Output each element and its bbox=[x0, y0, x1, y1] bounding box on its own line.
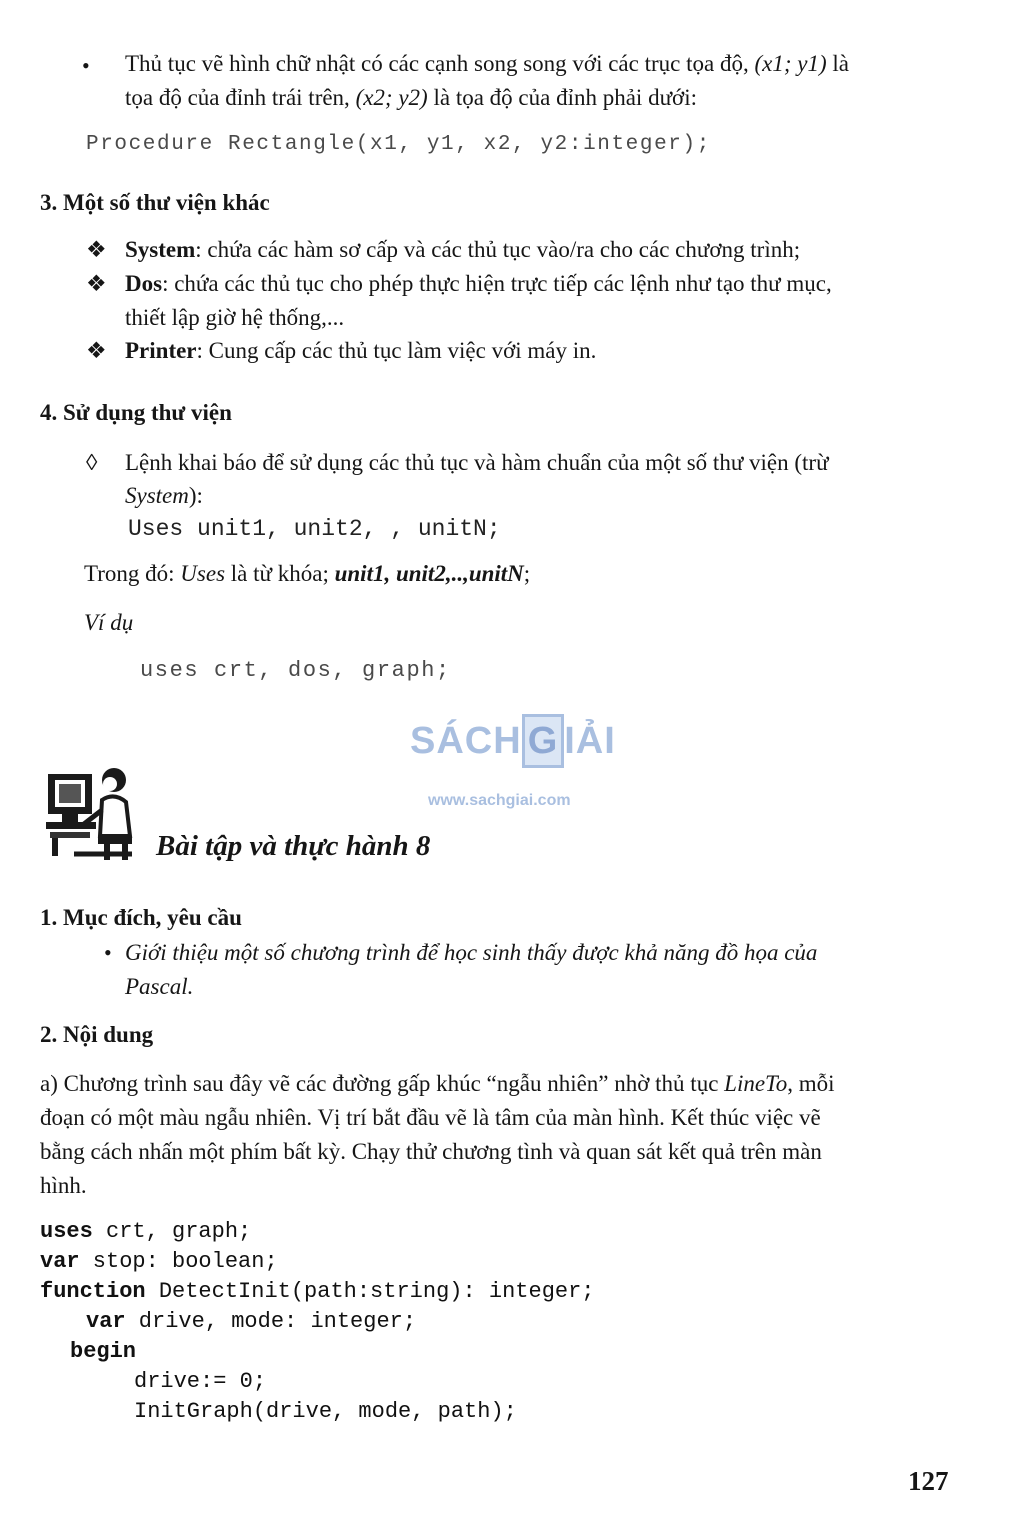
watermark-text: IẢI bbox=[564, 720, 616, 762]
text-run: Trong đó: bbox=[84, 561, 181, 586]
library-dos bbox=[125, 267, 832, 300]
library-name: System bbox=[125, 237, 196, 262]
purpose-line2: Pascal. bbox=[125, 974, 194, 999]
section3-heading: 3. Một số thư viện khác bbox=[40, 190, 270, 215]
purpose-line1: Giới thiệu một số chương trình để học sinh thấy được khả năng đồ họa của bbox=[125, 940, 818, 965]
uses-where-line bbox=[84, 557, 530, 590]
content-para-line2: đoạn có một màu ngẫu nhiên. Vị trí bắt đầu vẽ là tâm của màn hình. Kết thúc việc vẽ bbox=[40, 1105, 821, 1130]
content-para-line4: hình. bbox=[40, 1173, 87, 1198]
uses-desc-line2 bbox=[125, 479, 203, 512]
diamond-bullet: ❖ bbox=[86, 271, 107, 296]
text-run: a) Chương trình sau đây vẽ các đường gấp khúc “ngẫu nhiên” nhờ thủ tục bbox=[40, 1071, 725, 1096]
rectangle-procedure-code: Procedure Rectangle(x1, y1, x2, y2:integer); bbox=[86, 133, 711, 156]
code-line bbox=[40, 1277, 595, 1307]
example-label: Ví dụ bbox=[84, 610, 134, 635]
library-desc: : chứa các hàm sơ cấp và các thủ tục vào/ra cho các chương trình; bbox=[195, 237, 801, 262]
code-text: crt, graph; bbox=[92, 1219, 252, 1244]
code-keyword: var bbox=[86, 1309, 126, 1334]
library-name: Dos bbox=[125, 271, 163, 296]
code-line bbox=[40, 1247, 278, 1277]
code-text: stop: boolean; bbox=[79, 1249, 278, 1274]
code-line bbox=[134, 1367, 266, 1397]
code-keyword: var bbox=[40, 1249, 80, 1274]
library-printer bbox=[125, 334, 596, 367]
lozenge-bullet: ◊ bbox=[86, 450, 98, 475]
text-run: là bbox=[826, 51, 849, 76]
bullet-dot: • bbox=[104, 940, 112, 965]
text-run: Uses bbox=[180, 561, 226, 586]
library-desc: : chứa các thủ tục cho phép thực hiện trực tiếp các lệnh như tạo thư mục, bbox=[162, 271, 832, 296]
purpose-heading: 1. Mục đích, yêu cầu bbox=[40, 905, 242, 930]
page-number: 127 bbox=[908, 1466, 949, 1496]
library-system bbox=[125, 233, 800, 266]
code-line bbox=[70, 1337, 136, 1367]
computer-student-icon bbox=[44, 766, 136, 862]
code-line bbox=[134, 1397, 517, 1427]
example-code: uses crt, dos, graph; bbox=[140, 658, 451, 683]
content-para-line1 bbox=[40, 1067, 835, 1100]
rectangle-desc-line2 bbox=[125, 81, 697, 114]
library-dos-cont: thiết lập giờ hệ thống,... bbox=[125, 305, 345, 330]
text-run: , mỗi bbox=[787, 1071, 835, 1096]
code-keyword: uses bbox=[40, 1219, 93, 1244]
coord-run: (x2; y2) bbox=[355, 85, 428, 110]
text-run: unit1, unit2,..,unitN bbox=[334, 561, 524, 586]
text-run: LineTo bbox=[724, 1071, 788, 1096]
text-run: tọa độ của đỉnh trái trên, bbox=[125, 85, 356, 110]
coord-run: (x1; y1) bbox=[754, 51, 827, 76]
code-line bbox=[86, 1307, 416, 1337]
code-line bbox=[40, 1217, 251, 1247]
content-heading: 2. Nội dung bbox=[40, 1022, 154, 1047]
content-para-line3: bằng cách nhấn một phím bất kỳ. Chạy thử chương tình và quan sát kết quả trên màn bbox=[40, 1139, 822, 1164]
text-run: là tọa độ của đỉnh phải dưới: bbox=[427, 85, 697, 110]
text-run: là từ khóa; bbox=[225, 561, 335, 586]
library-name: Printer bbox=[125, 338, 197, 363]
code-keyword: begin bbox=[70, 1339, 137, 1364]
text-run: ; bbox=[523, 561, 531, 586]
text-run: Thủ tục vẽ hình chữ nhật có các cạnh song song với các trục tọa độ, bbox=[125, 51, 755, 76]
exercise-title: Bài tập và thực hành 8 bbox=[156, 830, 431, 862]
watermark-logo bbox=[410, 714, 616, 768]
watermark-url: www.sachgiai.com bbox=[428, 792, 571, 809]
section4-heading: 4. Sử dụng thư viện bbox=[40, 400, 232, 425]
code-text: drive:= 0; bbox=[134, 1369, 267, 1394]
text-run: ): bbox=[188, 483, 203, 508]
watermark-text: SÁCH bbox=[410, 720, 522, 762]
code-text: drive, mode: integer; bbox=[125, 1309, 417, 1334]
uses-desc-line1: Lệnh khai báo để sử dụng các thủ tục và hàm chuẩn của một số thư viện (trừ bbox=[125, 450, 829, 475]
diamond-bullet: ❖ bbox=[86, 338, 107, 363]
code-keyword: function bbox=[40, 1279, 146, 1304]
text-run: System bbox=[125, 483, 189, 508]
code-text: InitGraph(drive, mode, path); bbox=[134, 1399, 517, 1424]
library-desc: : Cung cấp các thủ tục làm việc với máy in. bbox=[196, 338, 597, 363]
rectangle-desc-line1 bbox=[125, 47, 965, 80]
uses-syntax-code: Uses unit1, unit2, , unitN; bbox=[128, 516, 501, 542]
code-text: DetectInit(path:string): integer; bbox=[145, 1279, 595, 1304]
diamond-bullet: ❖ bbox=[86, 237, 107, 262]
watermark-box: G bbox=[522, 714, 565, 768]
bullet-dot: • bbox=[82, 53, 90, 78]
